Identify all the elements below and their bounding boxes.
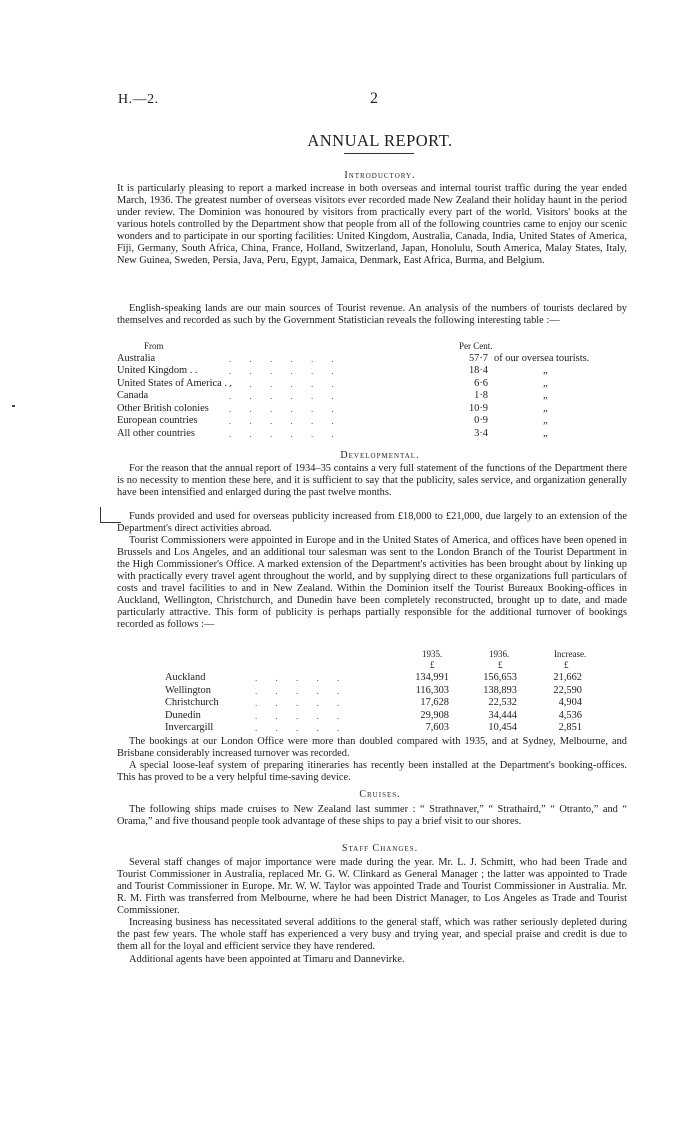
leader-dots: . . . . .	[255, 723, 348, 733]
column-header-per-cent: Per Cent.	[459, 341, 493, 351]
heading-introductory: Introductory.	[344, 170, 416, 181]
increase-cell: 4,536	[558, 709, 582, 721]
staff-paragraph-3: Additional agents have been appointed at Timaru and Dannevirke.	[129, 954, 405, 965]
value-1936-cell: 22,532	[488, 697, 517, 708]
table-row	[117, 710, 637, 723]
table-row	[117, 428, 637, 441]
note-cell: „	[543, 402, 548, 414]
developmental-paragraph-2: Funds provided and used for overseas publicity increased from £18,000 to £21,000, due largely to an extension of the Department's direct activities abroad.	[117, 511, 627, 534]
developmental-paragraph-5: A special loose-leaf system of preparing itineraries has recently been installed at the Department's booking-offices. This has proved to be a very helpful time-saving device.	[117, 760, 627, 783]
value-1935-cell: 134,991	[415, 672, 449, 683]
cruises-paragraph: The following ships made cruises to New Zealand last summer : “ Strathnaver,” “ Strathaird,” “ Otranto,” and “ Orama,” and five thousand people took advantage of these ships to pay a brief visit to our shores.	[117, 804, 627, 827]
country-cell: United States of America . .	[117, 377, 233, 389]
unit-1936: £	[498, 660, 503, 670]
country-cell: European countries	[117, 415, 198, 426]
country-cell: All other countries	[117, 427, 195, 439]
leader-dots: . . . . .	[255, 685, 348, 696]
column-header-increase: Increase.	[554, 649, 587, 659]
increase-cell: 4,904	[558, 697, 582, 708]
value-1935-cell: 29,908	[420, 709, 449, 721]
margin-mark	[100, 507, 103, 523]
leader-dots: . . . . . .	[229, 391, 342, 401]
heading-developmental: Developmental.	[340, 450, 420, 461]
bookings-table	[117, 648, 637, 735]
unit-1935: £	[430, 660, 435, 670]
note-cell: „	[543, 390, 548, 401]
table-row	[117, 722, 637, 735]
percent-cell: 0·9	[474, 415, 488, 426]
scan-mark	[12, 405, 15, 407]
value-1935-cell: 7,603	[425, 722, 449, 733]
intro-paragraph-2: English-speaking lands are our main sources of Tourist revenue. An analysis of the numbers of tourists declared by themselves and recorded as such by the Government Statistician reveals the following interesting table :—	[117, 303, 627, 326]
percent-cell: 1·8	[474, 390, 488, 401]
note-cell: of our oversea tourists.	[494, 352, 590, 364]
developmental-paragraph-1: For the reason that the annual report of 1934–35 contains a very full statement of the functions of the Department there is no necessity to mention these here, and it is sufficient to say that the publicity, sales service, and organization generally have been intensified and enlarged during the past twelve months.	[117, 463, 627, 498]
country-cell: Canada	[117, 390, 149, 401]
table-row	[117, 415, 637, 428]
intro-paragraph-1: It is particularly pleasing to report a marked increase in both overseas and internal tourist traffic during the year ended March, 1936. The greatest number of overseas visitors ever recorded made New Zealand their holiday haunt in the period under review. The Dominion was honoured by visitors from practically every part of the world. Visitors' books at the various hotels controlled by the Department show that people from all of the following countries came to enjoy our scenic wonders and to participate in our sporting facilities: United Kingdom, Australia, Canada, India, United States of America, Fiji, Germany, South Africa, China, France, Holland, Switzerland, Japan, Honolulu, South America, Malay States, Italy, New Guinea, Sweden, Persia, Java, Peru, Egypt, Jamaica, Denmark, East Africa, Burma, and Belgium.	[117, 183, 627, 266]
note-cell: „	[543, 377, 548, 389]
note-cell: „	[543, 365, 548, 376]
page-title: ANNUAL REPORT.	[307, 131, 453, 150]
unit-increase: £	[564, 660, 569, 670]
percent-cell: 18·4	[468, 365, 488, 376]
office-cell: Auckland	[165, 672, 206, 683]
percent-cell: 10·9	[468, 402, 488, 414]
increase-cell: 21,662	[553, 672, 582, 683]
office-cell: Dunedin	[165, 709, 201, 721]
country-cell: Australia	[117, 352, 156, 364]
leader-dots: . . . . .	[255, 673, 348, 683]
table-row	[117, 697, 637, 710]
table-row	[117, 353, 637, 366]
office-cell: Wellington	[165, 684, 211, 696]
column-header-from: From	[144, 341, 164, 351]
leader-dots: . . . . . .	[229, 366, 342, 376]
value-1936-cell: 138,893	[483, 684, 517, 696]
table-row	[117, 672, 637, 685]
table-row	[117, 378, 637, 391]
document-code: H.—2.	[118, 92, 159, 107]
country-cell: Other British colonies	[117, 402, 209, 414]
heading-cruises: Cruises.	[359, 789, 401, 800]
leader-dots: . . . . .	[255, 710, 348, 721]
table-row	[117, 403, 637, 416]
staff-paragraph-2: Increasing business has necessitated several additions to the general staff, which was rather seriously depleted during the past few years. The whole staff has experienced a very busy and trying year, and special praise and credit is due to them all for the loyal and efficient service they have rendered.	[117, 917, 627, 952]
value-1935-cell: 116,303	[415, 684, 449, 696]
percent-cell: 3·4	[474, 427, 488, 439]
leader-dots: . . . . . .	[229, 416, 342, 426]
value-1936-cell: 156,653	[483, 672, 517, 683]
bookings-unit-row	[117, 659, 637, 672]
leader-dots: . . . . . .	[229, 353, 342, 364]
heading-staff-changes: Staff Changes.	[341, 843, 419, 854]
country-cell: United Kingdom . .	[117, 365, 198, 376]
leader-dots: . . . . .	[255, 698, 348, 708]
table-row	[117, 390, 637, 403]
office-cell: Christchurch	[165, 697, 219, 708]
increase-cell: 2,851	[558, 722, 582, 733]
bookings-header-row	[117, 648, 637, 659]
office-cell: Invercargill	[165, 722, 214, 733]
leader-dots: . . . . . .	[229, 378, 342, 389]
table-row	[117, 365, 637, 378]
value-1936-cell: 34,444	[488, 709, 517, 721]
tourist-sources-table	[117, 340, 637, 440]
table-header-row	[117, 340, 637, 353]
note-cell: „	[543, 415, 548, 426]
value-1936-cell: 10,454	[488, 722, 517, 733]
staff-paragraph-1: Several staff changes of major importance were made during the year. Mr. L. J. Schmitt, who had been Trade and Tourist Commissioner in Australia, replaced Mr. G. W. Clinkard as General Manager ; the latter was appointed to Trade and Tourist Commissioner in Europe. Mr. W. W. Taylor was appointed Trade and Tourist Commissioner in Australia. Mr. R. M. Firth was transferred from Melbourne, where he had been District Manager, to Los Angeles as Trade and Tourist Commissioner.	[117, 857, 627, 916]
value-1935-cell: 17,628	[420, 697, 449, 708]
developmental-paragraph-3: Tourist Commissioners were appointed in Europe and in the United States of America, and offices have been opened in Brussels and Los Angeles, and an additional tour salesman was sent to the London Branch of the Tourist Department in the High Commissioner's Office. A marked extension of the Department's activities has been brought about by linking up with practically every travel agent throughout the world, and by supplying direct to these organizations full particulars of costs and travel facilities to and in New Zealand. Within the Dominion itself the Tourist Bureaux Booking-offices in Auckland, Wellington, Christchurch, and Dunedin have been completely reconstructed, brought up to date, and made particularly attractive. This form of publicity is perhaps partially responsible for the additional turnover of bookings recorded as follows :—	[117, 535, 627, 630]
page-number: 2	[370, 90, 378, 107]
column-header-1936: 1936.	[489, 649, 510, 659]
increase-cell: 22,590	[553, 684, 582, 696]
table-row	[117, 685, 637, 698]
percent-cell: 6·6	[474, 377, 488, 389]
note-cell: „	[543, 427, 548, 439]
percent-cell: 57·7	[468, 352, 488, 364]
title-rule	[344, 153, 414, 154]
developmental-paragraph-4: The bookings at our London Office were more than doubled compared with 1935, and at Sydney, Melbourne, and Brisbane considerably increased turnover was recorded.	[117, 736, 627, 759]
leader-dots: . . . . . .	[229, 428, 342, 439]
leader-dots: . . . . . .	[229, 403, 342, 414]
column-header-1935: 1935.	[422, 649, 443, 659]
